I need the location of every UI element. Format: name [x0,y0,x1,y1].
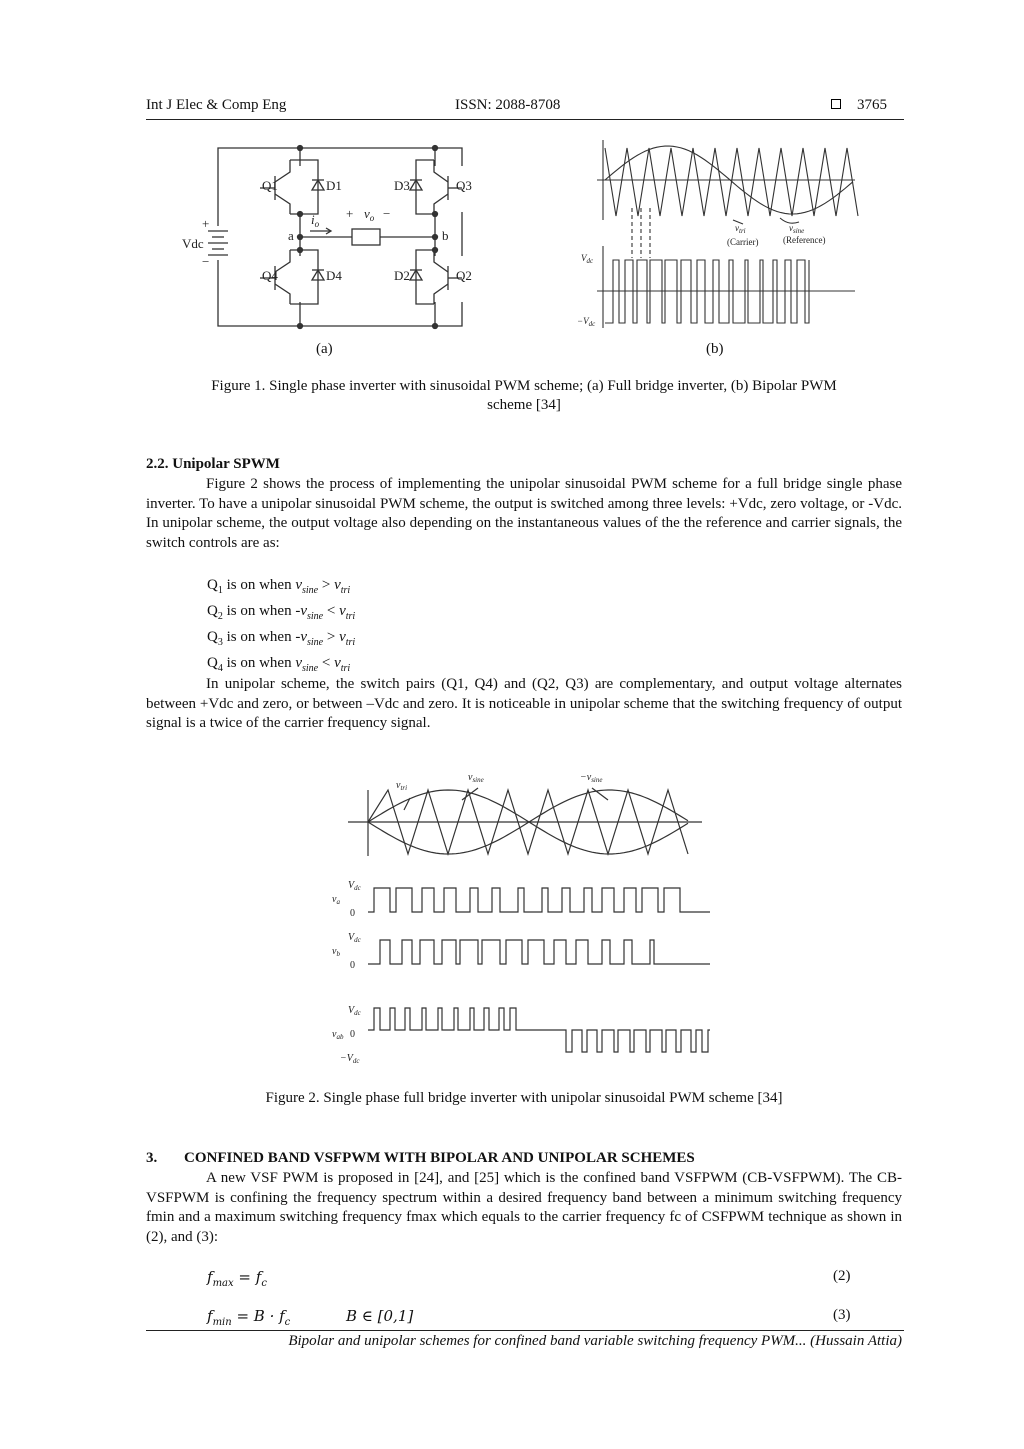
section-2-2-heading: 2.2. Unipolar SPWM [146,456,280,472]
battery-icon [208,226,228,260]
equation-3: $f_{min} = B \cdot f_c$ [207,1307,291,1328]
journal-name: Int J Elec & Comp Eng [146,97,287,113]
svg-text:vtri [396,780,407,792]
figure1-caption-line2: scheme [34] [487,397,561,413]
label-vo-plus: + [346,206,354,221]
header-rule [146,119,904,120]
label-io: i [311,212,315,227]
label-node-a: a [288,228,294,243]
footer-rule [146,1330,904,1331]
figure2-caption: Figure 2. Single phase full bridge inverter with unipolar sinusoidal PWM scheme [34] [265,1090,783,1106]
fig2-label-zero-b: 0 [350,960,355,971]
svg-text:vtri [735,223,746,235]
label-d4: D4 [326,268,342,283]
load-resistor [352,229,380,245]
label-vdc-neg-sub: dc [588,320,596,328]
label-d1: D1 [326,178,342,193]
label-q2: Q2 [456,268,472,283]
fig2-label-vsine-sub: sine [472,776,484,784]
fig2-label-vdc-ab: V [348,1005,355,1016]
fig2-label-vb-sub: b [336,950,340,958]
label-vdc-plus: + [202,216,210,231]
label-carrier: (Carrier) [727,237,759,247]
svg-text:Vdc [581,253,594,265]
figure1-bipolar-pwm [575,138,860,333]
svg-text:vsine [789,223,804,235]
fig2-label-vtri: v [396,780,401,791]
fig2-label-vab-sub: ab [336,1033,344,1041]
label-io-sub: o [314,219,320,229]
figure1a-label: (a) [316,341,333,357]
figure2-unipolar-pwm [330,770,720,1070]
label-vtri-sub: tri [739,227,746,235]
label-vdc: Vdc [182,236,204,251]
fig2-label-vb: v [332,946,337,957]
fig2-label-neg-vsine-sub: sine [591,776,603,784]
fig2-label-vtri-sub: tri [400,784,408,792]
equation-2-number: (2) [833,1268,851,1284]
svg-text:vsine [468,772,484,784]
label-vsine: v [789,223,793,233]
equation-3-number: (3) [833,1307,851,1323]
label-vdc-pos: V [581,253,587,263]
switch-rule: $Q_2$ is on when $-v_{sine} < v_{tri}$ [207,603,356,622]
fig2-label-vdc-ab-sub: dc [354,1009,361,1017]
svg-text:Vdc [348,932,362,944]
label-vo-minus: − [383,206,391,221]
equation-2: $f_{max} = f_c$ [207,1268,267,1289]
figure1-circuit [182,138,490,338]
equation-3-condition: B ∈ [0,1] [346,1307,414,1325]
svg-text:−Vdc [340,1053,360,1065]
page-number: 3765 [857,97,887,113]
switch-rule: $Q_1$ is on when $v_{sine} > v_{tri}$ [207,577,351,596]
section-2-2-para2: In unipolar scheme, the switch pairs (Q1, Q4) and (Q2, Q3) are complementary, and output voltage alternates between +Vdc and zero, or between –Vdc and zero. It is noticeable in unipolar scheme that the switching frequency of output signal is a twice of the carrier frequency signal. [146,676,902,731]
fig2-label-vdc-b: V [348,932,355,943]
label-vdc-minus: − [202,254,210,269]
section-3-number: 3. [146,1150,158,1166]
fig2-label-vdc-a-sub: dc [354,884,361,892]
issn: ISSN: 2088-8708 [455,97,561,113]
fig2-label-neg-vdc-sub: dc [352,1057,360,1065]
fig2-label-zero-a: 0 [350,908,355,919]
svg-text:va [332,894,340,906]
svg-text:vb [332,946,340,958]
fig2-va-pulses [368,888,710,912]
label-vdc-neg: −V [577,316,589,326]
label-d2: D2 [394,268,410,283]
page-number-box [831,97,887,114]
fig2-label-va: v [332,894,337,905]
label-vsine-sub: sine [793,227,805,235]
label-q3: Q3 [456,178,472,193]
fig2-label-va-sub: a [336,898,340,906]
label-node-b: b [442,228,449,243]
fig2-label-vab: v [332,1029,337,1040]
svg-text:vo [364,206,375,223]
switch-rule: $Q_3$ is on when $-v_{sine} > v_{tri}$ [207,629,356,648]
current-arrow-icon [310,228,331,234]
square-bullet-icon [831,99,841,109]
figure1-caption-line1: Figure 1. Single phase inverter with sinusoidal PWM scheme; (a) Full bridge inverter, (b) Bipolar PWM [211,378,837,394]
label-vdc-pos-sub: dc [586,257,594,265]
label-vo-sub: o [369,213,375,223]
fig1b-guide-lines [632,208,650,258]
figure1b-label: (b) [706,341,724,357]
svg-text:−Vdc [577,316,596,328]
label-q1: Q1 [262,178,278,193]
label-reference: (Reference) [783,235,826,245]
svg-text:Vdc [348,880,362,892]
fig2-label-zero-ab: 0 [350,1029,355,1040]
running-footer: Bipolar and unipolar schemes for confined band variable switching frequency PWM... (Hussain Attia) [288,1333,902,1349]
fig2-label-vsine: v [468,772,473,783]
svg-text:−vsine [580,772,602,784]
fig2-label-neg-vsine: −v [580,772,592,783]
figure1-caption [146,377,902,415]
fig2-vab-pulses [368,1008,710,1052]
label-vo: v [364,206,370,221]
section-3-para: A new VSF PWM is proposed in [24], and [25] which is the confined band VSFPWM (CB-VSFPWM). The CB-VSFPWM is confining the frequency spectrum within a desired frequency band between a minimum switching frequency fmin and a maximum switching frequency fmax which equals to the carrier frequency fc of CSFPWM technique as shown in (2), and (3): [146,1170,902,1245]
fig2-label-vdc-a: V [348,880,355,891]
svg-text:Vdc [348,1005,362,1017]
label-q4: Q4 [262,268,278,283]
svg-text:vab [332,1029,344,1041]
label-d3: D3 [394,178,410,193]
fig2-label-neg-vdc: −V [340,1053,353,1064]
switch-rule: $Q_4$ is on when $v_{sine} < v_{tri}$ [207,655,351,674]
section-2-2-para1: Figure 2 shows the process of implementing the unipolar sinusoidal PWM scheme for a full bridge single phase inverter. To have a unipolar sinusoidal PWM scheme, the output is switched among three levels: +Vdc, zero voltage, or -Vdc. In unipolar scheme, the output voltage also depending on the instantaneous values of the the reference and carrier signals, the switch controls are as: [146,476,902,551]
switch-rules [207,575,355,679]
fig2-label-vdc-b-sub: dc [354,936,361,944]
section-3-heading: CONFINED BAND VSFPWM WITH BIPOLAR AND UNIPOLAR SCHEMES [184,1150,695,1166]
fig2-vb-pulses [368,940,710,964]
label-vtri: v [735,223,739,233]
